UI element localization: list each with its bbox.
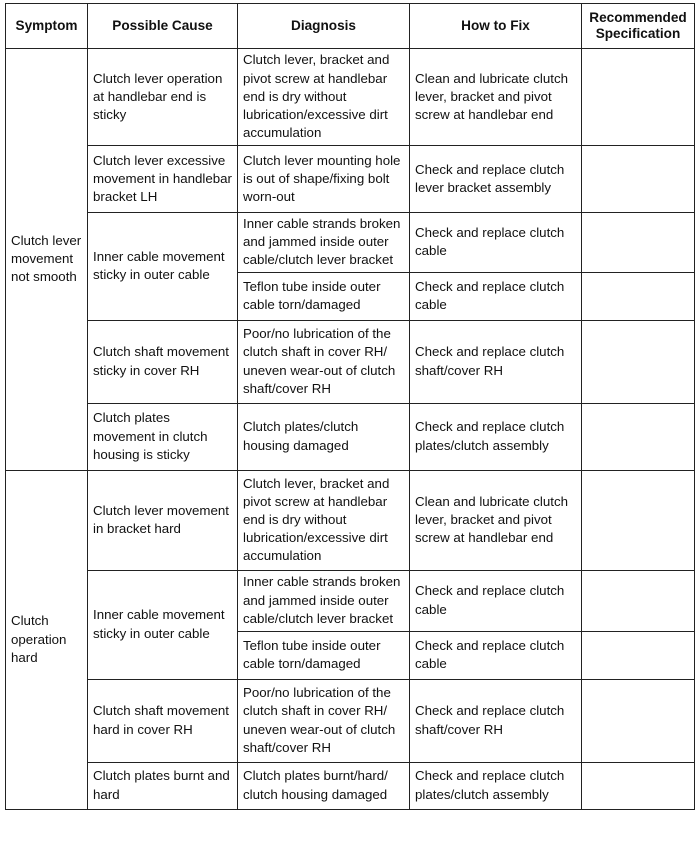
table-row (6, 762, 695, 809)
diagnosis-cell: Clutch lever, bracket and pivot screw at handlebar end is dry without lubrication/excessive dirt accumulation (238, 49, 410, 146)
cause-cell: Clutch lever excessive movement in handlebar bracket LH (88, 146, 238, 213)
symptom-cell: Clutch lever movement not smooth (6, 49, 88, 471)
spec-cell (582, 631, 695, 679)
fix-cell: Check and replace clutch cable (410, 213, 582, 273)
cause-cell: Clutch shaft movement sticky in cover RH (88, 320, 238, 403)
spec-cell (582, 679, 695, 762)
fix-cell: Check and replace clutch plates/clutch assembly (410, 403, 582, 470)
spec-cell (582, 403, 695, 470)
spec-cell (582, 570, 695, 631)
spec-cell (582, 213, 695, 273)
table-row (6, 679, 695, 762)
diagnosis-cell: Inner cable strands broken and jammed inside outer cable/clutch lever bracket (238, 570, 410, 631)
fix-cell: Clean and lubricate clutch lever, bracket and pivot screw at handlebar end (410, 49, 582, 146)
fix-cell: Check and replace clutch cable (410, 272, 582, 320)
header-symptom: Symptom (6, 4, 88, 49)
spec-cell (582, 762, 695, 809)
header-diagnosis: Diagnosis (238, 4, 410, 49)
diagnosis-cell: Poor/no lubrication of the clutch shaft in cover RH/ uneven wear-out of clutch shaft/cover RH (238, 679, 410, 762)
fix-cell: Check and replace clutch cable (410, 570, 582, 631)
troubleshooting-table (5, 3, 695, 810)
spec-cell (582, 470, 695, 570)
cause-cell: Clutch shaft movement hard in cover RH (88, 679, 238, 762)
spec-cell (582, 146, 695, 213)
cause-cell: Clutch plates burnt and hard (88, 762, 238, 809)
fix-cell: Check and replace clutch shaft/cover RH (410, 320, 582, 403)
cause-cell: Inner cable movement sticky in outer cable (88, 570, 238, 679)
diagnosis-cell: Inner cable strands broken and jammed inside outer cable/clutch lever bracket (238, 213, 410, 273)
header-possible-cause: Possible Cause (88, 4, 238, 49)
header-recommended-specification: Recommended Specification (582, 4, 695, 49)
cause-cell: Inner cable movement sticky in outer cable (88, 213, 238, 321)
symptom-cell: Clutch operation hard (6, 470, 88, 809)
table-row (6, 49, 695, 146)
table-row (6, 470, 695, 570)
diagnosis-cell: Clutch lever, bracket and pivot screw at handlebar end is dry without lubrication/excessive dirt accumulation (238, 470, 410, 570)
cause-cell: Clutch lever movement in bracket hard (88, 470, 238, 570)
cause-cell: Clutch plates movement in clutch housing is sticky (88, 403, 238, 470)
diagnosis-cell: Teflon tube inside outer cable torn/damaged (238, 631, 410, 679)
header-how-to-fix: How to Fix (410, 4, 582, 49)
fix-cell: Check and replace clutch plates/clutch assembly (410, 762, 582, 809)
fix-cell: Check and replace clutch lever bracket assembly (410, 146, 582, 213)
spec-cell (582, 320, 695, 403)
fix-cell: Check and replace clutch shaft/cover RH (410, 679, 582, 762)
diagnosis-cell: Poor/no lubrication of the clutch shaft in cover RH/ uneven wear-out of clutch shaft/cover RH (238, 320, 410, 403)
diagnosis-cell: Clutch lever mounting hole is out of shape/fixing bolt worn-out (238, 146, 410, 213)
spec-cell (582, 49, 695, 146)
header-row (6, 4, 695, 49)
table-row (6, 403, 695, 470)
table-row (6, 320, 695, 403)
table-row (6, 570, 695, 631)
diagnosis-cell: Clutch plates burnt/hard/ clutch housing damaged (238, 762, 410, 809)
diagnosis-cell: Teflon tube inside outer cable torn/damaged (238, 272, 410, 320)
spec-cell (582, 272, 695, 320)
cause-cell: Clutch lever operation at handlebar end is sticky (88, 49, 238, 146)
fix-cell: Check and replace clutch cable (410, 631, 582, 679)
fix-cell: Clean and lubricate clutch lever, bracket and pivot screw at handlebar end (410, 470, 582, 570)
table-row (6, 213, 695, 273)
table-row (6, 146, 695, 213)
diagnosis-cell: Clutch plates/clutch housing damaged (238, 403, 410, 470)
